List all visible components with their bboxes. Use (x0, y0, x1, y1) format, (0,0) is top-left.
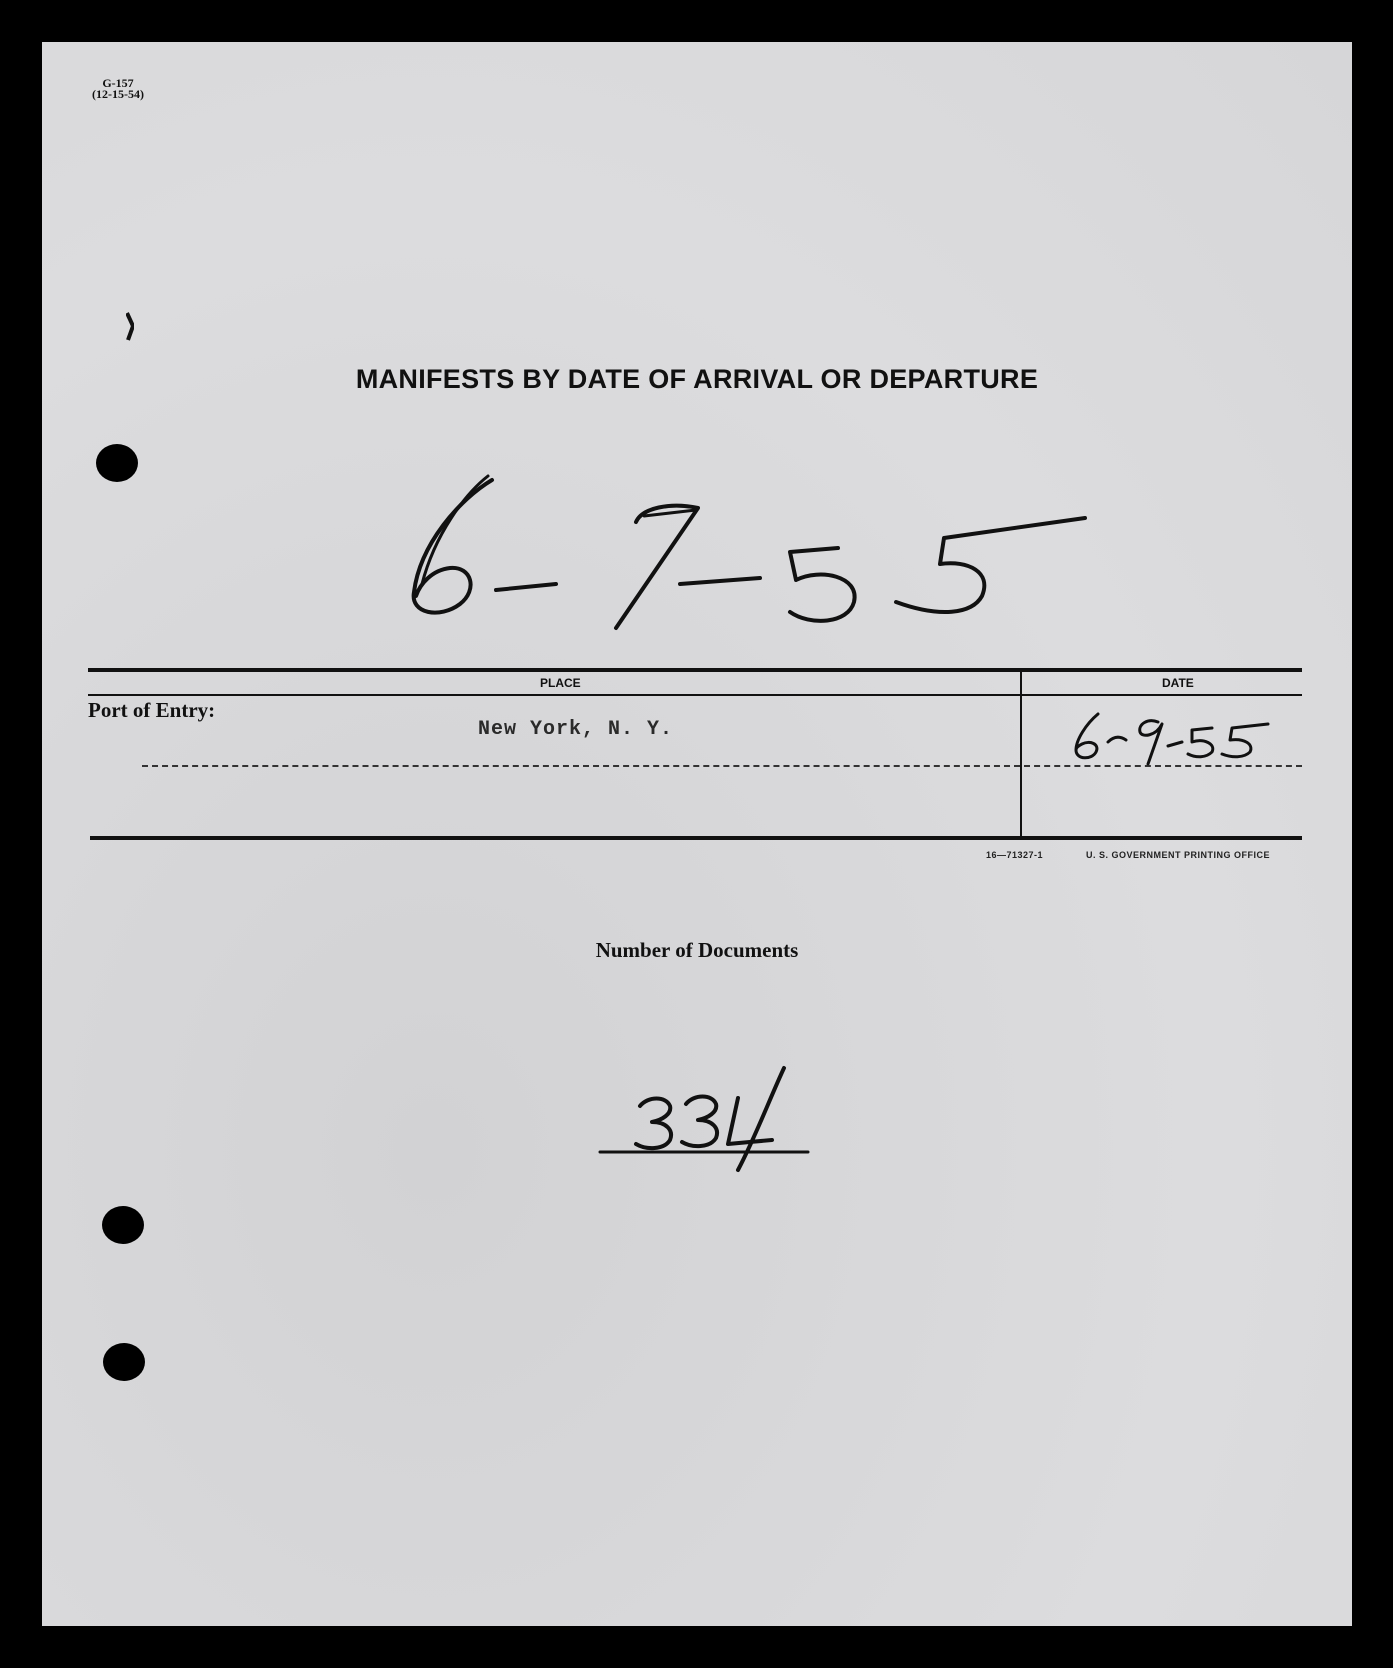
place-dashed-line (142, 765, 1020, 767)
form-number: G-157 (102, 76, 134, 90)
form-code (92, 78, 144, 100)
page-title: MANIFESTS BY DATE OF ARRIVAL OR DEPARTURE (355, 364, 1039, 394)
form-revision: (12-15-54) (92, 87, 144, 101)
handwritten-date-large (380, 454, 1160, 634)
handwritten-document-count (590, 1048, 860, 1178)
document-page (42, 42, 1352, 1626)
table-top-rule (88, 668, 1302, 672)
number-of-documents-label: Number of Documents (595, 938, 799, 962)
printer-office: U. S. GOVERNMENT PRINTING OFFICE (1086, 850, 1271, 860)
date-header: DATE (1162, 676, 1194, 690)
port-of-entry-label: Port of Entry: (88, 698, 216, 722)
printer-code: 16—71327-1 (986, 850, 1044, 860)
place-date-table (88, 668, 1302, 843)
punch-hole-bottom (103, 1343, 145, 1381)
handwritten-date-table (1068, 708, 1298, 768)
table-column-divider (1020, 668, 1022, 836)
punch-hole-top (96, 444, 138, 482)
binding-mark (126, 312, 134, 342)
table-header-rule (88, 694, 1302, 696)
port-of-entry-value: New York, N. Y. (478, 718, 674, 741)
punch-hole-middle (102, 1206, 144, 1244)
place-header: PLACE (540, 676, 581, 690)
table-bottom-rule (90, 836, 1302, 840)
